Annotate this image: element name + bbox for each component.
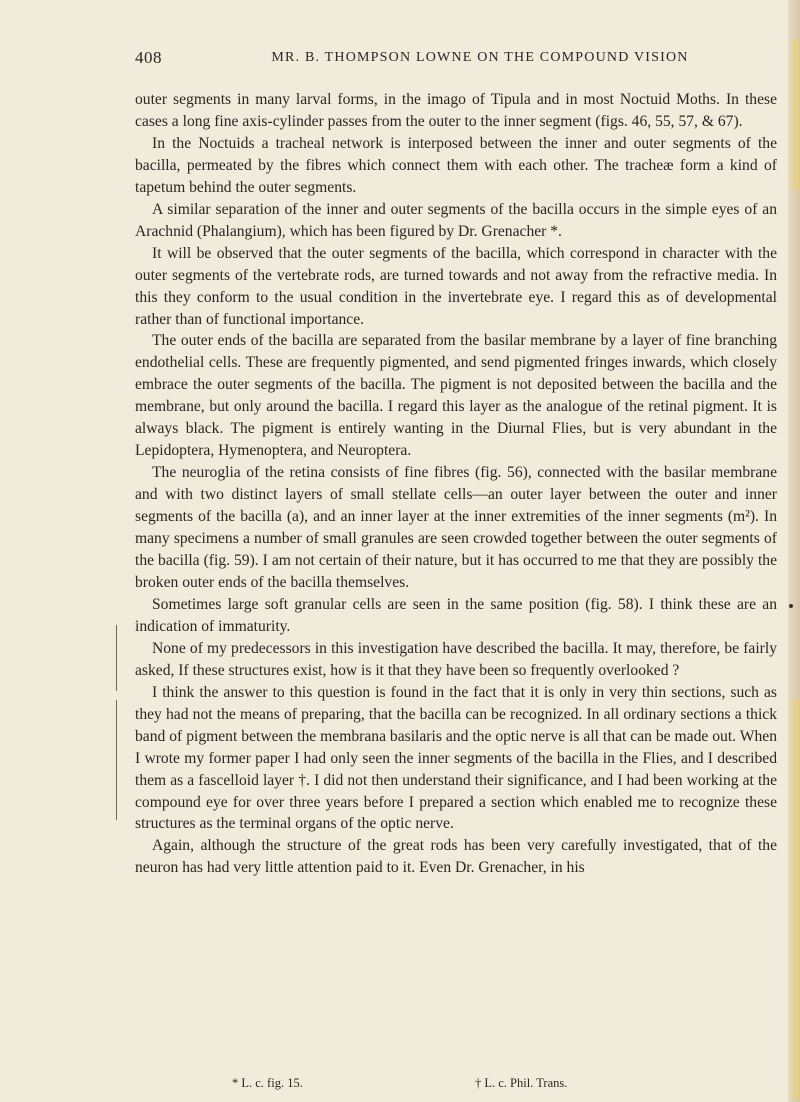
margin-dot (789, 604, 793, 608)
margin-bracket (116, 700, 125, 820)
paragraph: None of my predecessors in this investigation have described the bacilla. It may, therefore, be fairly asked, If these structures exist, how is it that they have been so frequently overlooked ? (135, 639, 777, 679)
paragraph: outer segments in many larval forms, in the imago of Tipula and in most Noctuid Moths. In these cases a long fine axis-cylinder passes from the outer to the inner segment (figs. 46, 55, 57, & 67). (135, 91, 777, 130)
page-stain (793, 40, 799, 190)
page-number: 408 (135, 48, 162, 67)
page-header (135, 48, 735, 70)
paragraph: A similar separation of the inner and outer segments of the bacilla occurs in the simple eyes of an Arachnid (Phalangium), which has been figured by Dr. Grenacher *. (135, 200, 777, 240)
paragraph: The outer ends of the bacilla are separated from the basilar membrane by a layer of fine branching endothelial cells. These are frequently pigmented, and send pigmented fringes inwards, which closely embrace the outer segments of the bacilla. The pigment is not deposited between the bacilla and the membrane, but only around the bacilla. I regard this layer as the analogue of the retinal pigment. It is always black. The pigment is entirely wanting in the Diurnal Flies, but is very abundant in the Lepidoptera, Hymenoptera, and Neuroptera. (135, 332, 777, 460)
page-edge (788, 0, 800, 1102)
running-title: MR. B. THOMPSON LOWNE ON THE COMPOUND VISION (271, 50, 689, 65)
footnotes (232, 1076, 712, 1091)
body-text (135, 89, 777, 879)
paragraph: The neuroglia of the retina consists of fine fibres (fig. 56), connected with the basilar membrane and with two distinct layers of small stellate cells—an outer layer between the outer and inner segments of the bacilla (a), and an inner layer at the inner extremities of the inner segments (m²). In many specimens a number of small granules are seen crowded together between the outer segments of the bacilla (fig. 59). I am not certain of their nature, but it has occurred to me that they are possibly the broken outer ends of the bacilla themselves. (135, 464, 777, 591)
footnote: † L. c. Phil. Trans. (475, 1076, 568, 1090)
page-stain (793, 700, 799, 1100)
paragraph: In the Noctuids a tracheal network is interposed between the inner and outer segments of the bacilla, permeated by the fibres which connect them with each other. The tracheæ form a kind of tapetum behind the outer segments. (135, 134, 777, 196)
paragraph: It will be observed that the outer segments of the bacilla, which correspond in character with the outer segments of the vertebrate rods, are turned towards and not away from the refractive media. In this they conform to the usual condition in the invertebrate eye. I regard this as of developmental rather than of functional importance. (135, 244, 777, 328)
paragraph: Again, although the structure of the great rods has been very carefully investigated, that of the neuron has had very little attention paid to it. Even Dr. Grenacher, in his (135, 837, 777, 877)
footnote: * L. c. fig. 15. (232, 1076, 303, 1090)
paragraph: I think the answer to this question is found in the fact that it is only in very thin sections, such as they had not the means of preparing, that the bacilla can be recognized. In all ordinary sections a thick band of pigment between the membrana basilaris and the optic nerve is all that can be made out. When I wrote my former paper I had only seen the inner segments of the bacilla in the Flies, and I described them as a fascelloid layer †. I did not then understand their significance, and I had been working at the compound eye for over three years before I prepared a section which enabled me to recognize these structures as the terminal organs of the optic nerve. (135, 683, 777, 833)
paragraph: Sometimes large soft granular cells are seen in the same position (fig. 58). I think these are an indication of immaturity. (135, 595, 777, 635)
margin-bracket (116, 625, 125, 691)
